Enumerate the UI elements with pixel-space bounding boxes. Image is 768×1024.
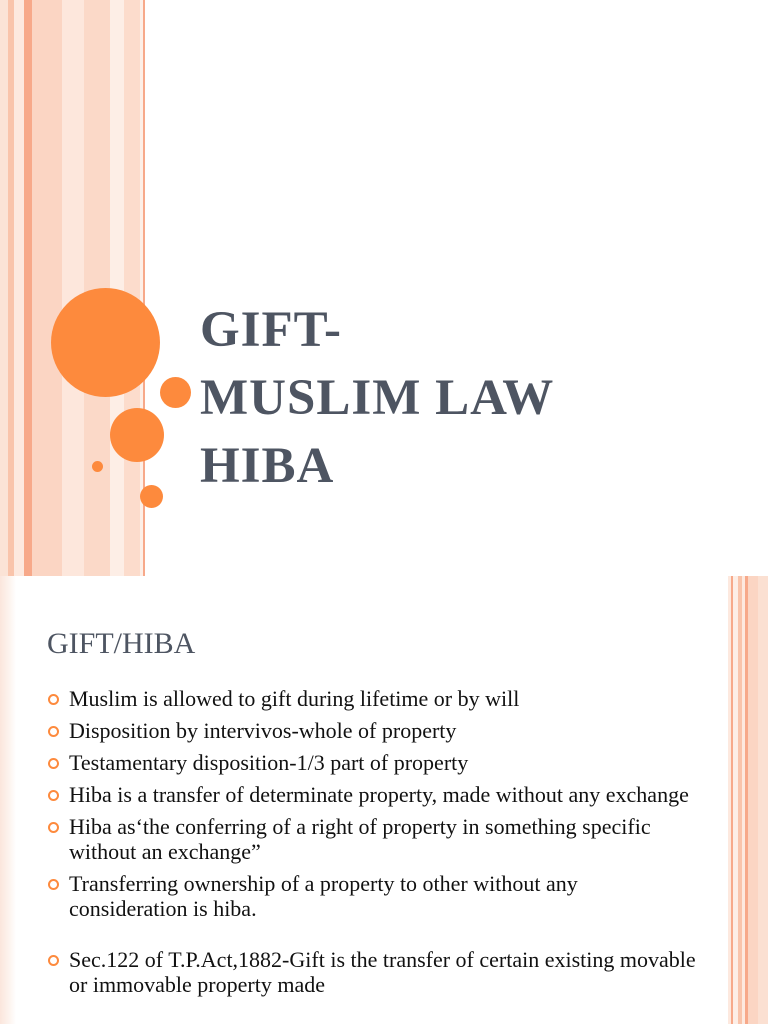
stripe	[124, 0, 140, 576]
bullet-list	[47, 686, 697, 1004]
circle-bullet-icon	[48, 822, 59, 833]
list-item	[47, 686, 697, 711]
list-item	[47, 871, 697, 921]
list-item-text: Hiba as‘the conferring of a right of property in something specific without an exchange”	[69, 814, 651, 864]
stripe	[0, 0, 8, 576]
list-item-text: Hiba is a transfer of determinate property, made without any exchange	[69, 782, 689, 807]
list-item-text: Testamentary disposition-1/3 part of property	[69, 750, 469, 775]
list-item-text: Transferring ownership of a property to other without any consideration is hiba.	[69, 871, 578, 921]
stripe	[14, 0, 24, 576]
stripe	[748, 576, 758, 1024]
content-slide	[0, 576, 768, 1024]
circle-bullet-icon	[48, 726, 59, 737]
stripe	[32, 0, 62, 576]
stripe	[24, 0, 32, 576]
small-orange-circle	[140, 485, 163, 508]
circle-bullet-icon	[48, 694, 59, 705]
circle-bullet-icon	[48, 790, 59, 801]
slide-heading: GIFT/HIBA	[47, 627, 196, 660]
list-item-text: Sec.122 of T.P.Act,1882-Gift is the transfer of certain existing movable or immovable property made	[69, 947, 696, 997]
tiny-orange-circle	[92, 461, 103, 472]
list-item-text: Muslim is allowed to gift during lifetime or by will	[69, 686, 520, 711]
list-item-text: Disposition by intervivos-whole of property	[69, 718, 457, 743]
circle-bullet-icon	[48, 955, 59, 966]
list-item	[47, 947, 697, 997]
small-orange-circle	[160, 377, 191, 408]
stripe	[758, 576, 768, 1024]
circle-bullet-icon	[48, 758, 59, 769]
decorative-stripes	[0, 0, 150, 576]
list-item	[47, 718, 697, 743]
slide-title-line: MUSLIM LAW	[200, 370, 555, 426]
circle-bullet-icon	[48, 879, 59, 890]
large-orange-circle	[51, 288, 160, 397]
slide-title	[200, 296, 554, 500]
decorative-stripes	[728, 576, 768, 1024]
slide-edge-shadow	[0, 576, 16, 1024]
list-item	[47, 782, 697, 807]
stripe	[62, 0, 84, 576]
slide-title-line: HIBA	[200, 438, 335, 494]
list-item	[47, 750, 697, 775]
medium-orange-circle	[110, 408, 164, 462]
slide-title-line: GIFT-	[200, 302, 342, 358]
list-item	[47, 814, 697, 864]
